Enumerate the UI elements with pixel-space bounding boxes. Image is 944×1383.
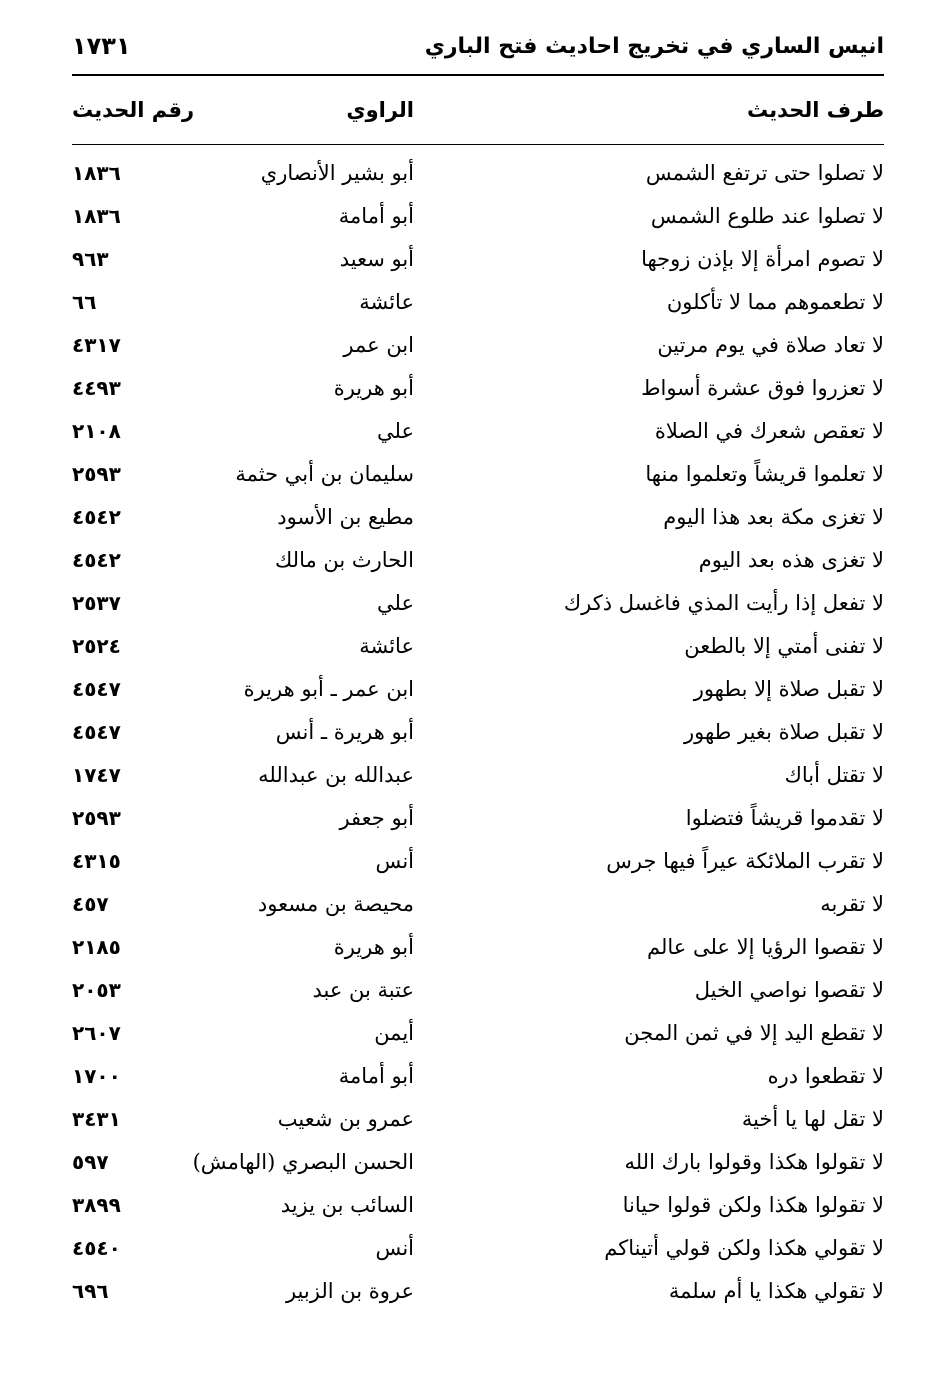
hadith-number-cell: ٤٤٩٣ [72, 376, 121, 400]
table-row [72, 1273, 884, 1316]
hadith-cell: لا تطعموهم مما لا تأكلون [666, 290, 884, 314]
hadith-cell: لا تقولي هكذا ولكن قولي أتيناكم [604, 1236, 884, 1260]
hadith-number-cell: ١٨٣٦ [72, 204, 121, 228]
hadith-number-cell: ٤٥٤٢ [72, 548, 121, 572]
table-row [72, 886, 884, 929]
column-header-hadith: طرف الحديث [746, 98, 884, 122]
hadith-number-cell: ٤٥٤٧ [72, 677, 121, 701]
table-row [72, 1015, 884, 1058]
hadith-cell: لا تقولي هكذا يا أم سلمة [668, 1279, 884, 1303]
hadith-cell: لا تقولوا هكذا وقولوا بارك الله [624, 1150, 884, 1174]
hadith-cell: لا تعلموا قريشاً وتعلموا منها [645, 462, 884, 486]
narrator-cell: علي [377, 419, 414, 443]
narrator-cell: عروة بن الزبير [285, 1279, 414, 1303]
narrator-cell: عبدالله بن عبدالله [258, 763, 414, 787]
hadith-cell: لا تقربه [820, 892, 884, 916]
page-number: ١٧٣١ [72, 32, 131, 60]
table-row [72, 628, 884, 671]
hadith-number-cell: ١٨٣٦ [72, 161, 121, 185]
hadith-cell: لا تقولوا هكذا ولكن قولوا حيانا [622, 1193, 884, 1217]
hadith-cell: لا تقبل صلاة إلا بطهور [693, 677, 884, 701]
narrator-cell: أنس [375, 1236, 414, 1260]
hadith-number-cell: ٤٥٤٢ [72, 505, 121, 529]
hadith-number-cell: ١٧٤٧ [72, 763, 121, 787]
narrator-cell: الحسن البصري (الهامش) [192, 1150, 414, 1174]
hadith-cell: لا تقل لها يا أخية [741, 1107, 884, 1131]
hadith-cell: لا تقتل أباك [784, 763, 884, 787]
hadith-cell: لا تصلوا حتى ترتفع الشمس [645, 161, 884, 185]
table-row [72, 800, 884, 843]
hadith-number-cell: ٣٨٩٩ [72, 1193, 121, 1217]
hadith-number-cell: ٢٦٠٧ [72, 1021, 121, 1045]
hadith-cell: لا تقطع اليد إلا في ثمن المجن [624, 1021, 884, 1045]
hadith-number-cell: ١٧٠٠ [72, 1064, 121, 1088]
table-row [72, 155, 884, 198]
table-row [72, 1101, 884, 1144]
hadith-cell: لا تقدموا قريشاً فتضلوا [685, 806, 884, 830]
hadith-cell: لا تعقص شعرك في الصلاة [654, 419, 884, 443]
hadith-cell: لا تعزروا فوق عشرة أسواط [641, 376, 884, 400]
running-head [72, 28, 884, 72]
narrator-cell: أبو أمامة [338, 1064, 414, 1088]
narrator-cell: محيصة بن مسعود [257, 892, 414, 916]
hadith-cell: لا تفعل إذا رأيت المذي فاغسل ذكرك [563, 591, 884, 615]
hadith-number-cell: ٤٣١٥ [72, 849, 121, 873]
column-header-rule [72, 144, 884, 145]
column-header-narrator: الراوي [346, 98, 414, 122]
hadith-number-cell: ٩٦٣ [72, 247, 109, 271]
hadith-index-table [72, 155, 884, 1316]
hadith-number-cell: ٢١٠٨ [72, 419, 121, 443]
hadith-number-cell: ٤٥٤٧ [72, 720, 121, 744]
table-row [72, 585, 884, 628]
narrator-cell: عائشة [359, 634, 414, 658]
hadith-number-cell: ٢٥٩٣ [72, 806, 121, 830]
table-row [72, 284, 884, 327]
column-header-row [72, 98, 884, 138]
narrator-cell: عتبة بن عبد [312, 978, 414, 1002]
hadith-cell: لا تصلوا عند طلوع الشمس [650, 204, 884, 228]
hadith-cell: لا تعاد صلاة في يوم مرتين [657, 333, 884, 357]
narrator-cell: الحارث بن مالك [274, 548, 414, 572]
table-row [72, 843, 884, 886]
hadith-number-cell: ٢٥٢٤ [72, 634, 121, 658]
hadith-number-cell: ٢١٨٥ [72, 935, 121, 959]
column-header-number: رقم الحديث [72, 98, 195, 122]
narrator-cell: أيمن [374, 1021, 414, 1045]
hadith-number-cell: ٦٩٦ [72, 1279, 109, 1303]
hadith-number-cell: ٣٤٣١ [72, 1107, 121, 1131]
hadith-number-cell: ٤٣١٧ [72, 333, 121, 357]
narrator-cell: عائشة [359, 290, 414, 314]
table-row [72, 241, 884, 284]
table-row [72, 370, 884, 413]
table-row [72, 671, 884, 714]
narrator-cell: مطيع بن الأسود [277, 505, 414, 529]
hadith-number-cell: ٢٥٣٧ [72, 591, 121, 615]
table-row [72, 542, 884, 585]
narrator-cell: أنس [375, 849, 414, 873]
table-row [72, 198, 884, 241]
table-row [72, 972, 884, 1015]
hadith-cell: لا تقبل صلاة بغير طهور [683, 720, 884, 744]
hadith-cell: لا تقطعوا دره [767, 1064, 884, 1088]
hadith-cell: لا تقرب الملائكة عيراً فيها جرس [606, 849, 884, 873]
narrator-cell: أبو هريرة ـ أنس [275, 720, 414, 744]
header-rule [72, 74, 884, 76]
hadith-cell: لا تقصوا الرؤيا إلا على عالم [646, 935, 884, 959]
narrator-cell: ابن عمر [343, 333, 414, 357]
hadith-cell: لا تصوم امرأة إلا بإذن زوجها [641, 247, 884, 271]
table-row [72, 413, 884, 456]
table-row [72, 757, 884, 800]
narrator-cell: أبو هريرة [333, 376, 414, 400]
hadith-number-cell: ٤٥٤٠ [72, 1236, 121, 1260]
narrator-cell: أبو بشير الأنصاري [260, 161, 414, 185]
narrator-cell: عمرو بن شعيب [277, 1107, 414, 1131]
narrator-cell: أبو سعيد [339, 247, 414, 271]
book-title: انيس الساري في تخريج احاديث فتح الباري [424, 34, 884, 59]
hadith-number-cell: ٦٦ [72, 290, 97, 314]
table-row [72, 1144, 884, 1187]
table-row [72, 1230, 884, 1273]
table-row [72, 499, 884, 542]
table-row [72, 327, 884, 370]
hadith-cell: لا تقصوا نواصي الخيل [694, 978, 884, 1002]
narrator-cell: أبو هريرة [333, 935, 414, 959]
hadith-number-cell: ٥٩٧ [72, 1150, 109, 1174]
narrator-cell: السائب بن يزيد [280, 1193, 414, 1217]
hadith-cell: لا تغزى مكة بعد هذا اليوم [663, 505, 884, 529]
hadith-cell: لا تغزى هذه بعد اليوم [698, 548, 884, 572]
narrator-cell: أبو أمامة [338, 204, 414, 228]
table-row [72, 456, 884, 499]
narrator-cell: علي [377, 591, 414, 615]
table-row [72, 714, 884, 757]
table-row [72, 929, 884, 972]
hadith-number-cell: ٢٠٥٣ [72, 978, 121, 1002]
hadith-number-cell: ٢٥٩٣ [72, 462, 121, 486]
table-row [72, 1058, 884, 1101]
narrator-cell: ابن عمر ـ أبو هريرة [243, 677, 414, 701]
hadith-cell: لا تفنى أمتي إلا بالطعن [684, 634, 884, 658]
narrator-cell: سليمان بن أبي حثمة [235, 462, 414, 486]
hadith-number-cell: ٤٥٧ [72, 892, 109, 916]
narrator-cell: أبو جعفر [339, 806, 414, 830]
table-row [72, 1187, 884, 1230]
